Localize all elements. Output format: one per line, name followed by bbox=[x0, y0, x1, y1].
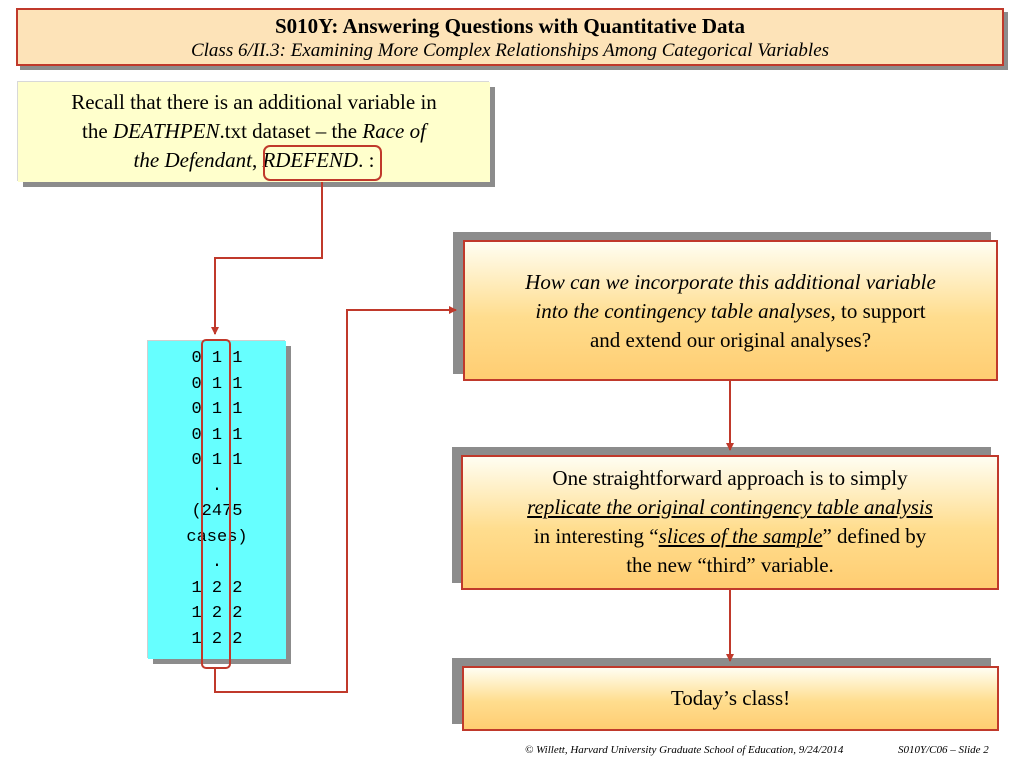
arrow-column-to-question bbox=[215, 310, 456, 692]
data-row: 0 1 1 bbox=[191, 425, 243, 445]
data-row: cases) bbox=[186, 527, 248, 547]
recall-line-2: the DEATHPEN.txt dataset – the Race of bbox=[82, 119, 426, 143]
data-row: 0 1 1 bbox=[191, 451, 243, 470]
approach-line-1: One straightforward approach is to simply bbox=[552, 466, 908, 490]
data-row: . bbox=[211, 553, 223, 572]
question-line-1: How can we incorporate this additional variable bbox=[525, 270, 936, 294]
arrow-rdefend-to-column bbox=[215, 182, 322, 334]
data-row: 1 2 2 bbox=[191, 578, 243, 598]
recall-line-1: Recall that there is an additional variable in bbox=[71, 90, 437, 114]
approach-line-2: replicate the original contingency table analysis bbox=[527, 495, 933, 519]
footer-copyright: © Willett, Harvard University Graduate School of Education, 9/24/2014 bbox=[525, 744, 844, 756]
data-row: (2475 bbox=[191, 502, 243, 521]
slide-title: S010Y: Answering Questions with Quantitative Data bbox=[274, 14, 746, 38]
slide-subtitle: Class 6/II.3: Examining More Complex Relationships Among Categorical Variables bbox=[190, 40, 830, 61]
question-line-2: into the contingency table analyses, to support bbox=[535, 299, 926, 323]
recall-line-3: the Defendant, RDEFEND. : bbox=[133, 148, 375, 172]
question-line-3: and extend our original analyses? bbox=[589, 328, 872, 352]
variable-name-rdefend: RDEFEND bbox=[262, 148, 359, 172]
approach-line-4: the new “third” variable. bbox=[626, 553, 834, 577]
approach-line-3: in interesting “slices of the sample” defined by bbox=[533, 524, 927, 548]
dataset-name: DEATHPEN bbox=[112, 119, 220, 143]
data-row: . bbox=[211, 476, 223, 496]
data-row: 0 1 1 bbox=[191, 400, 243, 419]
todays-class-label: Today’s class! bbox=[670, 686, 791, 710]
footer-slide-number: S010Y/C06 – Slide 2 bbox=[898, 744, 989, 756]
data-row: 1 2 2 bbox=[191, 604, 243, 623]
data-row: 0 1 1 bbox=[191, 349, 243, 368]
data-row: 0 1 1 bbox=[191, 374, 243, 394]
data-row: 1 2 2 bbox=[191, 629, 243, 649]
